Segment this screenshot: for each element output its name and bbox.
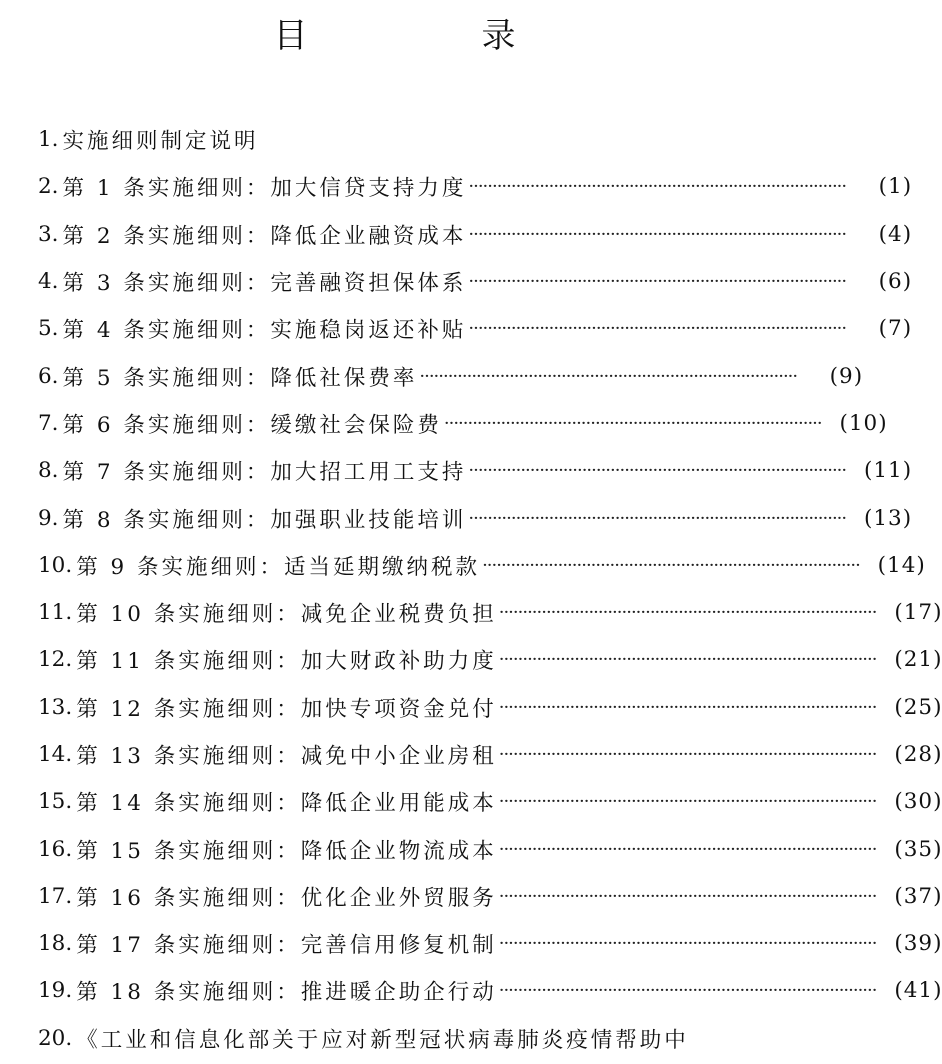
toc-entry-title: 第 6 条实施细则：缓缴社会保险费 (62, 412, 442, 438)
toc-entry[interactable] (38, 825, 942, 872)
toc-entry[interactable] (38, 684, 942, 731)
toc-entry-title: 第 15 条实施细则：降低企业物流成本 (76, 838, 497, 864)
toc-entry-number: 1. (38, 127, 59, 153)
toc-entry-page: (6) (878, 269, 913, 295)
toc-entry-page: (13) (863, 505, 913, 531)
toc-entry-title: 第 16 条实施细则：优化企业外贸服务 (76, 885, 497, 911)
toc-entry[interactable] (38, 116, 743, 163)
toc-entry[interactable] (38, 967, 942, 1014)
toc-entry-page: (11) (863, 458, 913, 484)
toc-entry[interactable] (38, 163, 913, 210)
toc-entry-number: 7. (38, 410, 59, 436)
toc-entry-page: (17) (894, 600, 942, 626)
toc-entry-title: 第 12 条实施细则：加快专项资金兑付 (76, 696, 497, 722)
toc-entry-page: (25) (894, 694, 942, 720)
toc-entry[interactable] (38, 778, 942, 825)
toc-entry[interactable] (38, 873, 942, 920)
toc-entry-number: 4. (38, 269, 59, 295)
toc-entry-number: 16. (38, 836, 73, 862)
toc-leader-dots: ················································································ (419, 365, 798, 387)
toc-leader-dots: ················································································ (468, 223, 847, 245)
toc-entry[interactable] (38, 1015, 743, 1062)
toc-entry-page: (7) (878, 316, 913, 342)
toc-entry-title: 第 7 条实施细则：加大招工用工支持 (62, 460, 467, 486)
toc-entry-title: 《工业和信息化部关于应对新型冠状病毒肺炎疫情帮助中 (76, 1027, 689, 1053)
toc-entry-number: 13. (38, 694, 73, 720)
toc-entry-number: 15. (38, 789, 73, 815)
toc-entry-page: (1) (878, 174, 913, 200)
toc-leader-dots: ················································································ (498, 885, 877, 907)
toc-entry-title: 第 17 条实施细则：完善信用修复机制 (76, 933, 497, 959)
toc-entry-page: (30) (894, 789, 942, 815)
toc-entry[interactable] (38, 494, 913, 541)
toc-entry-page: (4) (878, 221, 913, 247)
toc-entry-number: 19. (38, 978, 73, 1004)
toc-entry[interactable] (38, 305, 913, 352)
toc-entry-title: 第 8 条实施细则：加强职业技能培训 (62, 507, 467, 533)
toc-leader-dots: ················································································ (482, 554, 860, 576)
toc-entry-page: (37) (894, 883, 942, 909)
toc-entry-page: (9) (829, 363, 864, 389)
toc-leader-dots: ················································································ (498, 791, 877, 813)
toc-entry-number: 14. (38, 742, 73, 767)
toc-entry[interactable] (38, 258, 913, 305)
toc-leader-dots: ················································································ (468, 271, 847, 293)
toc-entry-title: 第 9 条实施细则：适当延期缴纳税款 (76, 554, 481, 580)
toc-entry-title: 第 10 条实施细则：减免企业税费负担 (76, 602, 497, 628)
toc-entry-page: (21) (894, 647, 942, 673)
toc-entry[interactable] (38, 400, 888, 447)
toc-leader-dots: ················································································ (498, 744, 877, 765)
toc-entry-title: 第 1 条实施细则：加大信贷支持力度 (62, 176, 467, 202)
toc-leader-dots: ················································································ (468, 176, 847, 198)
toc-entry[interactable] (38, 447, 913, 494)
toc-entry-title: 第 13 条实施细则：减免中小企业房租 (76, 744, 497, 769)
toc-entry-number: 10. (38, 552, 73, 578)
toc-entry-number: 5. (38, 316, 59, 342)
toc-leader-dots: ················································································ (468, 318, 847, 340)
toc-entry-number: 8. (38, 458, 59, 484)
toc-entry[interactable] (38, 211, 913, 258)
toc-entry[interactable] (38, 352, 864, 399)
toc-leader-dots: ················································································ (498, 933, 877, 955)
toc-entry-title: 第 18 条实施细则：推进暖企助企行动 (76, 980, 497, 1006)
toc-entry-number: 18. (38, 931, 73, 957)
toc-entry-number: 6. (38, 363, 59, 389)
table-of-contents (38, 116, 942, 1062)
toc-entry-number: 12. (38, 647, 73, 673)
toc-entry-page: (41) (894, 978, 942, 1004)
toc-entry-title: 第 14 条实施细则：降低企业用能成本 (76, 791, 497, 817)
toc-entry[interactable] (38, 589, 942, 636)
toc-entry-title: 第 2 条实施细则：降低企业融资成本 (62, 223, 467, 249)
toc-leader-dots: ················································································ (443, 412, 822, 434)
toc-entry[interactable] (38, 731, 942, 778)
toc-entry-number: 17. (38, 883, 73, 909)
toc-leader-dots: ················································································ (498, 602, 877, 624)
toc-entry-title: 实施细则制定说明 (62, 129, 259, 155)
toc-entry-page: (28) (894, 742, 942, 767)
page-title: 目 录 (273, 16, 586, 56)
toc-leader-dots: ················································································ (468, 460, 847, 482)
toc-entry-number: 20. (38, 1025, 73, 1051)
toc-leader-dots: ················································································ (498, 696, 877, 718)
toc-leader-dots: ················································································ (498, 838, 877, 860)
toc-entry-number: 2. (38, 174, 59, 200)
toc-entry-number: 11. (38, 600, 73, 626)
toc-entry[interactable] (38, 636, 942, 683)
toc-entry-page: (14) (877, 552, 926, 578)
toc-entry-title: 第 5 条实施细则：降低社保费率 (62, 365, 418, 391)
toc-leader-dots: ················································································ (468, 507, 847, 529)
toc-entry-title: 第 11 条实施细则：加大财政补助力度 (76, 649, 497, 675)
toc-entry-page: (35) (894, 836, 942, 862)
toc-entry[interactable] (38, 920, 942, 967)
toc-entry-title: 第 4 条实施细则：实施稳岗返还补贴 (62, 318, 467, 344)
toc-entry-page: (39) (894, 931, 942, 957)
toc-leader-dots: ················································································ (498, 649, 877, 671)
toc-leader-dots: ················································································ (498, 980, 877, 1002)
toc-entry-number: 9. (38, 505, 59, 531)
toc-entry-number: 3. (38, 221, 59, 247)
toc-entry[interactable] (38, 542, 926, 589)
toc-entry-title: 第 3 条实施细则：完善融资担保体系 (62, 271, 467, 297)
toc-entry-page: (10) (839, 410, 888, 436)
